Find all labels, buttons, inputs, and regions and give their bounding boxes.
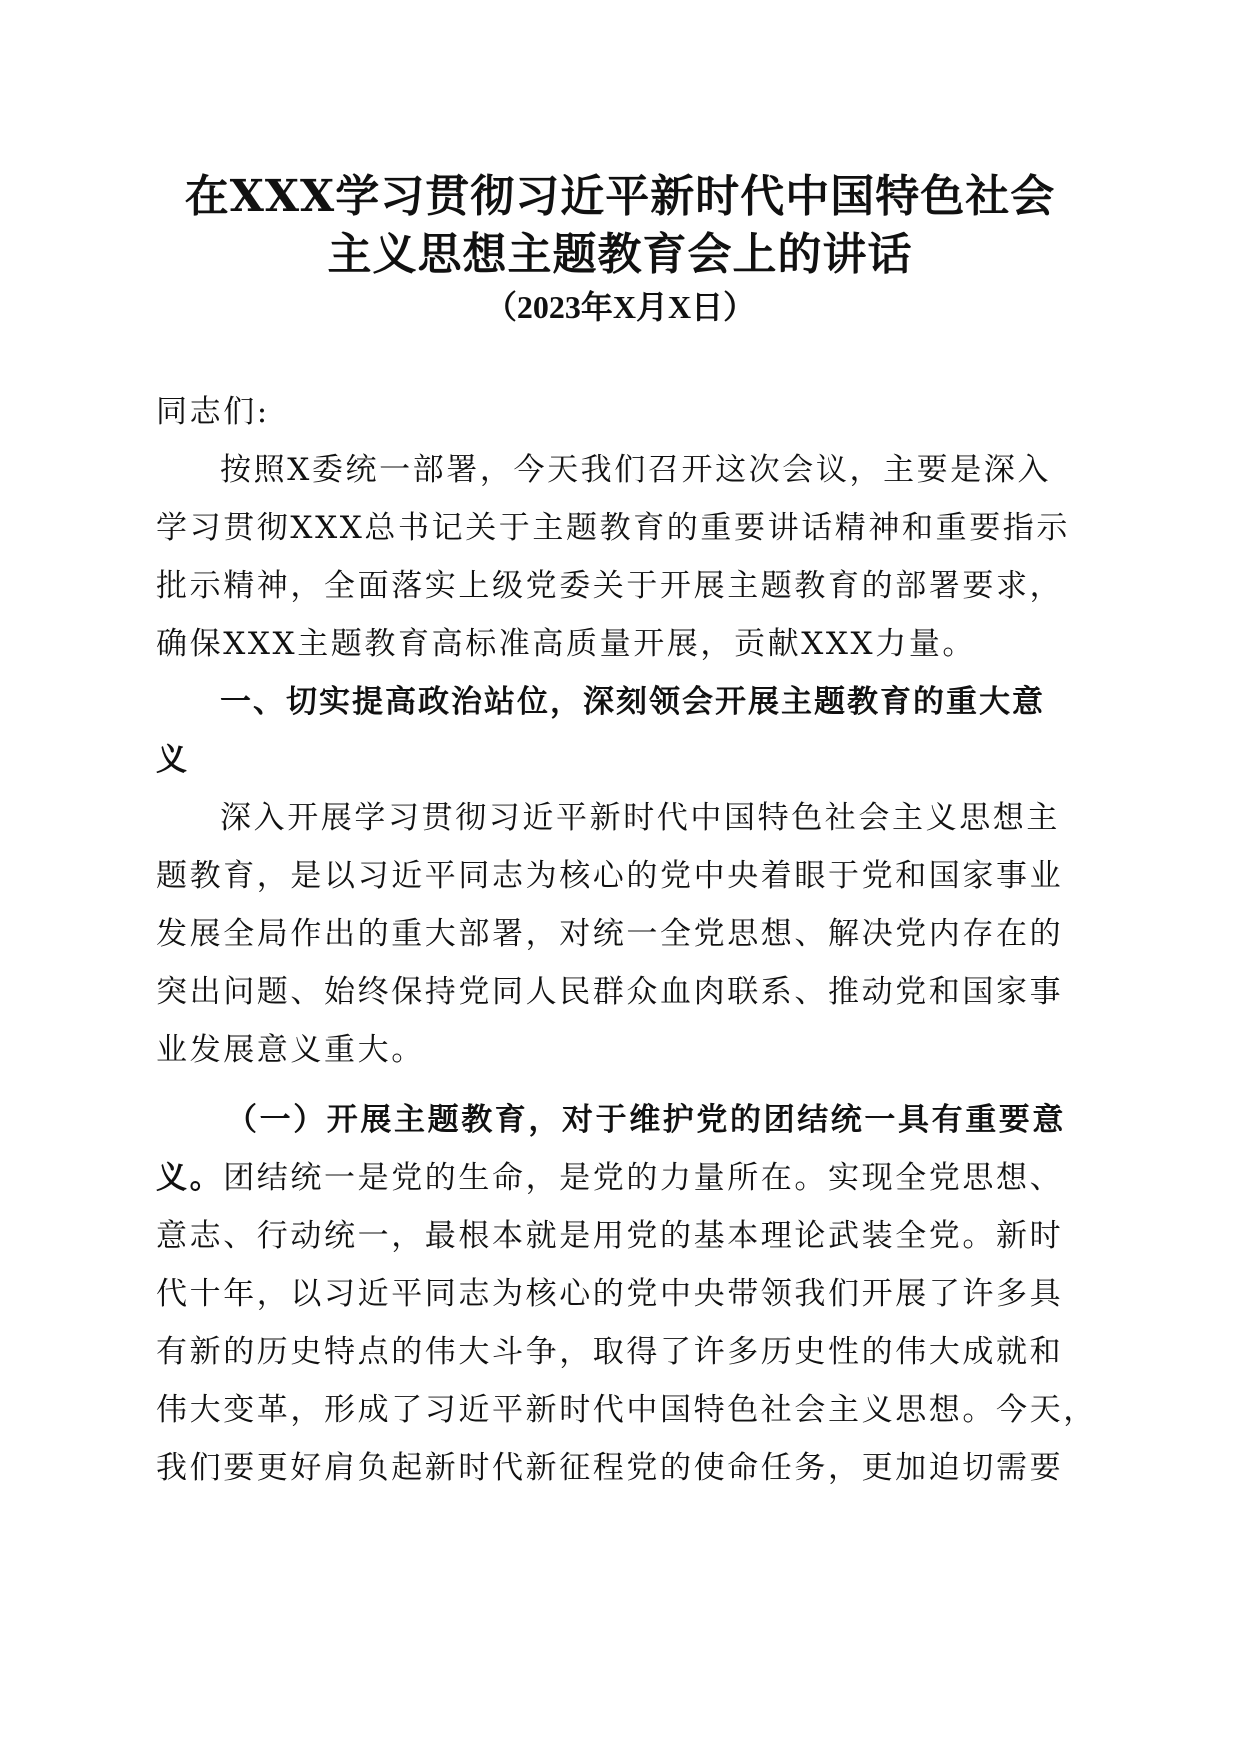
subsection-1-heading-end: 义。 xyxy=(156,1160,224,1196)
subsection-1-para-line: 代十年，以习近平同志为核心的党中央带领我们开展了许多具 xyxy=(156,1276,1064,1312)
subsection-1-para-line: 有新的历史特点的伟大斗争，取得了许多历史性的伟大成就和 xyxy=(156,1334,1064,1370)
salutation: 同志们: xyxy=(156,394,270,430)
section-1-heading-cont: 义 xyxy=(156,742,189,778)
intro-line: 批示精神，全面落实上级党委关于开展主题教育的部署要求， xyxy=(156,568,1064,604)
section-1-para-line: 业发展意义重大。 xyxy=(156,1032,425,1068)
intro-line: 学习贯彻XXX总书记关于主题教育的重要讲话精神和重要指示 xyxy=(156,510,1071,546)
section-1-heading: 一、切实提高政治站位，深刻领会开展主题教育的重大意 xyxy=(220,684,1045,720)
subsection-1-para-line: 意志、行动统一，最根本就是用党的基本理论武装全党。新时 xyxy=(156,1218,1064,1254)
subsection-1-para-start: 团结统一是党的生命，是党的力量所在。实现全党思想、 xyxy=(223,1160,1064,1196)
speech-date: （2023年X月X日） xyxy=(484,289,756,325)
section-1-para-line: 突出问题、始终保持党同人民群众血肉联系、推动党和国家事 xyxy=(156,974,1064,1010)
subsection-1-heading: （一）开展主题教育，对于维护党的团结统一具有重要意 xyxy=(226,1102,1066,1138)
section-1-para-line: 深入开展学习贯彻习近平新时代中国特色社会主义思想主 xyxy=(220,800,1060,836)
intro-line: 确保XXX主题教育高标准高质量开展，贡献XXX力量。 xyxy=(156,626,977,662)
title-line-2: 主义思想主题教育会上的讲话 xyxy=(327,229,913,280)
subsection-1-para-line: 我们要更好肩负起新时代新征程党的使命任务，更加迫切需要 xyxy=(156,1450,1064,1486)
title-line-1: 在XXX学习贯彻习近平新时代中国特色社会 xyxy=(184,171,1056,222)
section-1-para-line: 题教育，是以习近平同志为核心的党中央着眼于党和国家事业 xyxy=(156,858,1064,894)
subsection-1-first-line xyxy=(156,1158,1086,1198)
intro-line: 按照X委统一部署，今天我们召开这次会议，主要是深入 xyxy=(220,452,1052,488)
section-1-para-line: 发展全局作出的重大部署，对统一全党思想、解决党内存在的 xyxy=(156,916,1064,952)
subsection-1-para-line: 伟大变革，形成了习近平新时代中国特色社会主义思想。今天， xyxy=(156,1392,1097,1428)
